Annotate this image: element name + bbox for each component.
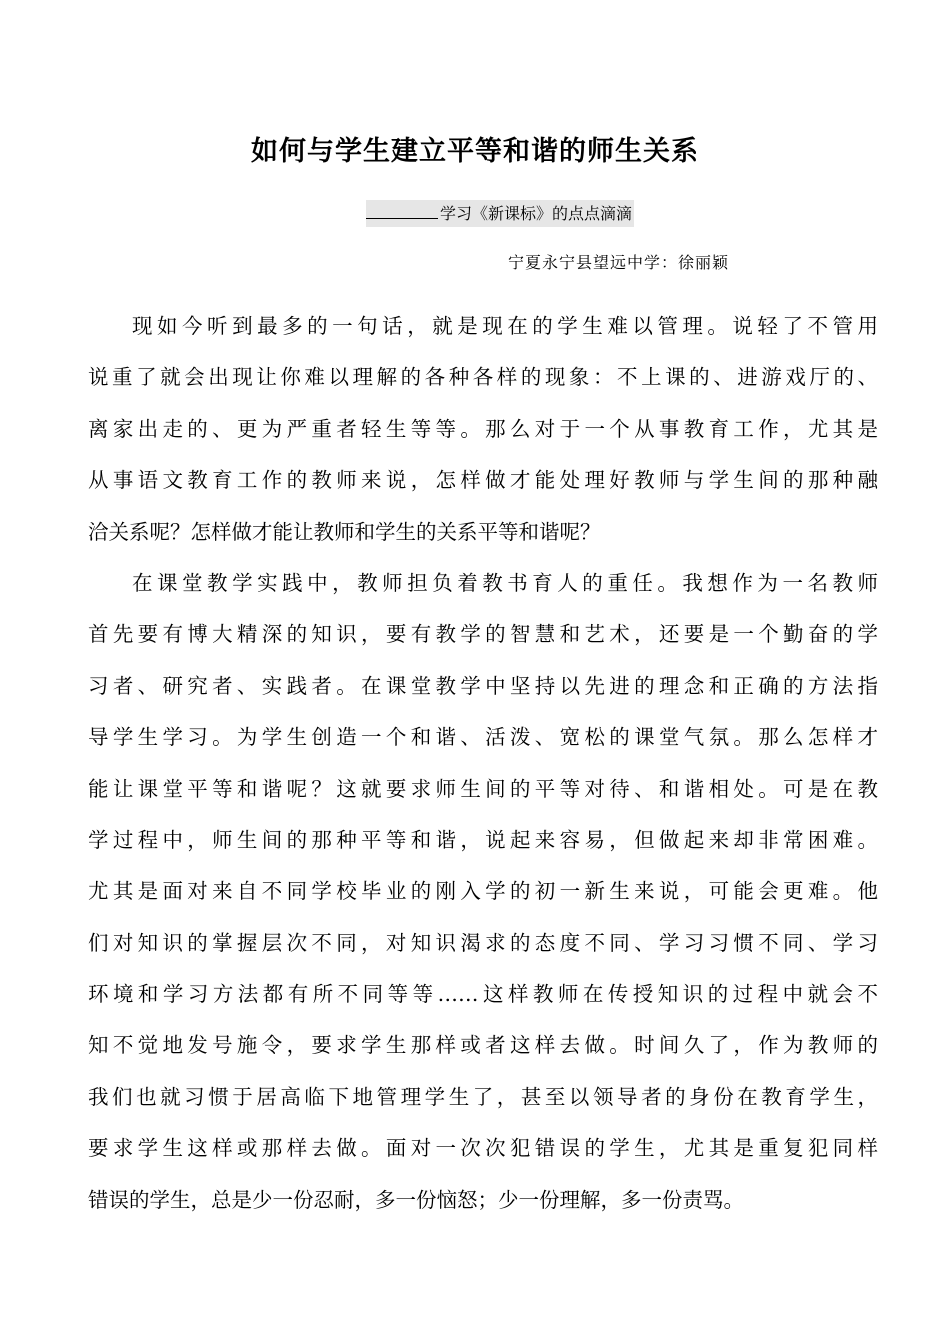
paragraph-2-line-2: 首先要有博大精深的知识，要有教学的智慧和艺术，还要是一个勤奋的学 <box>88 622 878 647</box>
paragraph-1-line-1: 现如今听到最多的一句话，就是现在的学生难以管理。说轻了不管用 <box>132 314 878 338</box>
subtitle-blank-line <box>366 200 438 219</box>
document-author: 宁夏永宁县望远中学：徐丽颖 <box>508 253 730 272</box>
paragraph-2-line-9: 环境和学习方法都有所不同等等……这样教师在传授知识的过程中就会不 <box>88 982 878 1007</box>
document-body <box>88 304 878 1229</box>
paragraph-2-line-7: 尤其是面对来自不同学校毕业的刚入学的初一新生来说，可能会更难。他 <box>88 879 878 904</box>
paragraph-2-line-10: 知不觉地发号施令，要求学生那样或者这样去做。时间久了，作为教师的 <box>88 1033 878 1058</box>
subtitle-text: 学习《新课标》的点点滴滴 <box>440 204 633 223</box>
paragraph-2-line-8: 们对知识的掌握层次不同，对知识渴求的态度不同、学习习惯不同、学习 <box>88 930 878 955</box>
document-subtitle <box>366 200 634 227</box>
paragraph-1-line-3: 离家出走的、更为严重者轻生等等。那么对于一个从事教育工作，尤其是 <box>88 416 878 441</box>
paragraph-1-line-5: 洽关系呢？怎样做才能让教师和学生的关系平等和谐呢？ <box>88 519 601 544</box>
paragraph-2-line-4: 导学生学习。为学生创造一个和谐、活泼、宽松的课堂气氛。那么怎样才 <box>88 725 878 750</box>
paragraph-2-line-12: 要求学生这样或那样去做。面对一次次犯错误的学生，尤其是重复犯同样 <box>88 1136 878 1161</box>
paragraph-1-line-4: 从事语文教育工作的教师来说，怎样做才能处理好教师与学生间的那种融 <box>88 468 878 493</box>
paragraph-2-line-3: 习者、研究者、实践者。在课堂教学中坚持以先进的理念和正确的方法指 <box>88 673 878 698</box>
paragraph-2-line-5: 能让课堂平等和谐呢？这就要求师生间的平等对待、和谐相处。可是在教 <box>88 776 878 801</box>
paragraph-1-line-2: 说重了就会出现让你难以理解的各种各样的现象：不上课的、进游戏厅的、 <box>88 365 878 390</box>
paragraph-2-line-6: 学过程中，师生间的那种平等和谐，说起来容易，但做起来却非常困难。 <box>88 827 878 852</box>
paragraph-2-line-1: 在课堂教学实践中，教师担负着教书育人的重任。我想作为一名教师 <box>132 570 878 595</box>
paragraph-2-line-13: 错误的学生，总是少一份忍耐，多一份恼怒；少一份理解，多一份责骂。 <box>88 1187 744 1212</box>
document-title: 如何与学生建立平等和谐的师生关系 <box>251 136 699 167</box>
paragraph-2-line-11: 我们也就习惯于居高临下地管理学生了，甚至以领导者的身份在教育学生， <box>88 1084 878 1109</box>
